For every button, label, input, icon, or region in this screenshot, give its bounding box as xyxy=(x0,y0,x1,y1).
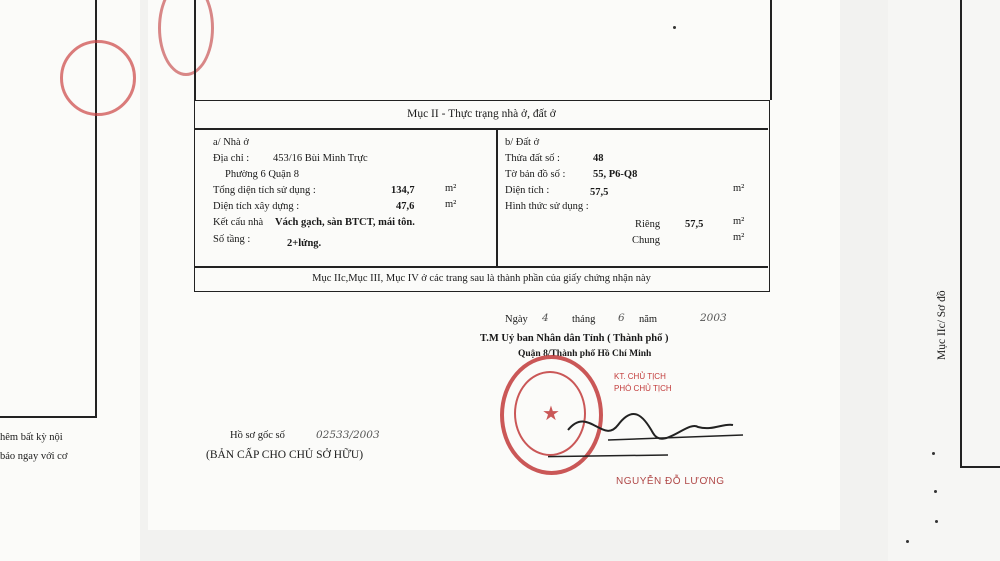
scan-speck xyxy=(906,540,909,543)
upper-frame-left xyxy=(194,0,196,100)
land-area-unit: m² xyxy=(733,183,745,194)
structure-value: Vách gạch, sàn BTCT, mái tôn. xyxy=(275,217,415,228)
private-unit: m² xyxy=(733,216,745,227)
private-value: 57,5 xyxy=(685,219,704,230)
column-divider xyxy=(496,128,498,266)
authority-line1: T.M Uỷ ban Nhân dân Tỉnh ( Thành phố ) xyxy=(480,333,669,344)
scan-speck xyxy=(935,520,938,523)
floors-label: Số tầng : xyxy=(213,234,251,245)
floors-value: 2+lửng. xyxy=(287,238,322,249)
private-label: Riêng xyxy=(635,219,661,230)
map-value: 55, P6-Q8 xyxy=(593,169,638,180)
top-stamp-fragment xyxy=(158,0,214,76)
left-sheet-text-2: báo ngay với cơ xyxy=(0,451,68,462)
handwritten-signature xyxy=(548,395,748,465)
right-sheet xyxy=(888,0,1000,561)
upper-frame-right xyxy=(770,0,772,100)
date-year-value: 2003 xyxy=(700,312,727,324)
build-area-label: Diện tích xây dựng : xyxy=(213,201,300,212)
authority-line2: Quận 8/Thành phố Hồ Chí Minh xyxy=(518,349,652,359)
footer-note: Mục IIc,Mục III, Mục IV ở các trang sau là thành phần của giấy chứng nhận này xyxy=(312,273,651,284)
total-area-unit: m² xyxy=(445,183,457,194)
date-month-value: 6 xyxy=(618,312,625,324)
copy-note: (BẢN CẤP CHO CHỦ SỞ HỮU) xyxy=(206,449,364,461)
left-sheet xyxy=(0,0,140,561)
left-sheet-stamp xyxy=(60,40,136,116)
title-divider xyxy=(195,128,768,130)
record-value: 02533/2003 xyxy=(316,429,380,441)
section-ii-table xyxy=(194,100,770,292)
map-label: Tờ bản đồ số : xyxy=(505,169,566,180)
right-sheet-border-bottom xyxy=(960,466,1000,468)
land-heading: b/ Đất ở xyxy=(505,137,540,148)
land-area-value: 57,5 xyxy=(590,187,609,198)
signer-name: NGUYỄN ĐỖ LƯƠNG xyxy=(616,476,725,487)
shared-label: Chung xyxy=(632,235,661,246)
signer-role2: PHÓ CHỦ TỊCH xyxy=(614,384,672,393)
right-sheet-rotated-title: Mục IIc/ Sơ đồ xyxy=(936,290,948,360)
seal-star-icon: ★ xyxy=(542,403,560,425)
address-label: Địa chỉ : xyxy=(213,153,250,164)
footer-divider xyxy=(195,266,768,268)
date-day-value: 4 xyxy=(542,312,549,324)
section-ii-title: Mục II - Thực trạng nhà ở, đất ở xyxy=(407,108,556,120)
plot-value: 48 xyxy=(593,153,604,164)
plot-label: Thửa đất số : xyxy=(505,153,560,164)
scan-speck xyxy=(934,490,937,493)
house-heading: a/ Nhà ở xyxy=(213,137,249,148)
build-area-value: 47,6 xyxy=(396,201,415,212)
total-area-label: Tổng diện tích sử dụng : xyxy=(213,185,316,196)
date-month-label: tháng xyxy=(572,314,596,325)
record-label: Hồ sơ gốc số xyxy=(230,430,285,441)
scan-speck xyxy=(932,452,935,455)
signer-role1: KT. CHỦ TỊCH xyxy=(614,372,666,381)
usage-label: Hình thức sử dụng : xyxy=(505,201,589,212)
right-sheet-border-left xyxy=(960,0,962,468)
date-day-label: Ngày xyxy=(505,314,528,325)
address-value: 453/16 Bùi Minh Trực xyxy=(273,153,368,164)
left-sheet-text-1: hêm bất kỳ nội xyxy=(0,432,63,443)
shared-unit: m² xyxy=(733,232,745,243)
total-area-value: 134,7 xyxy=(391,185,415,196)
build-area-unit: m² xyxy=(445,199,457,210)
land-area-label: Diện tích : xyxy=(505,185,550,196)
structure-label: Kết cấu nhà xyxy=(213,217,264,228)
scan-speck xyxy=(673,26,676,29)
certificate-sheet xyxy=(148,0,840,530)
left-sheet-border-bottom xyxy=(0,416,97,418)
address-line2: Phường 6 Quận 8 xyxy=(225,169,299,180)
date-year-label: năm xyxy=(639,314,658,325)
